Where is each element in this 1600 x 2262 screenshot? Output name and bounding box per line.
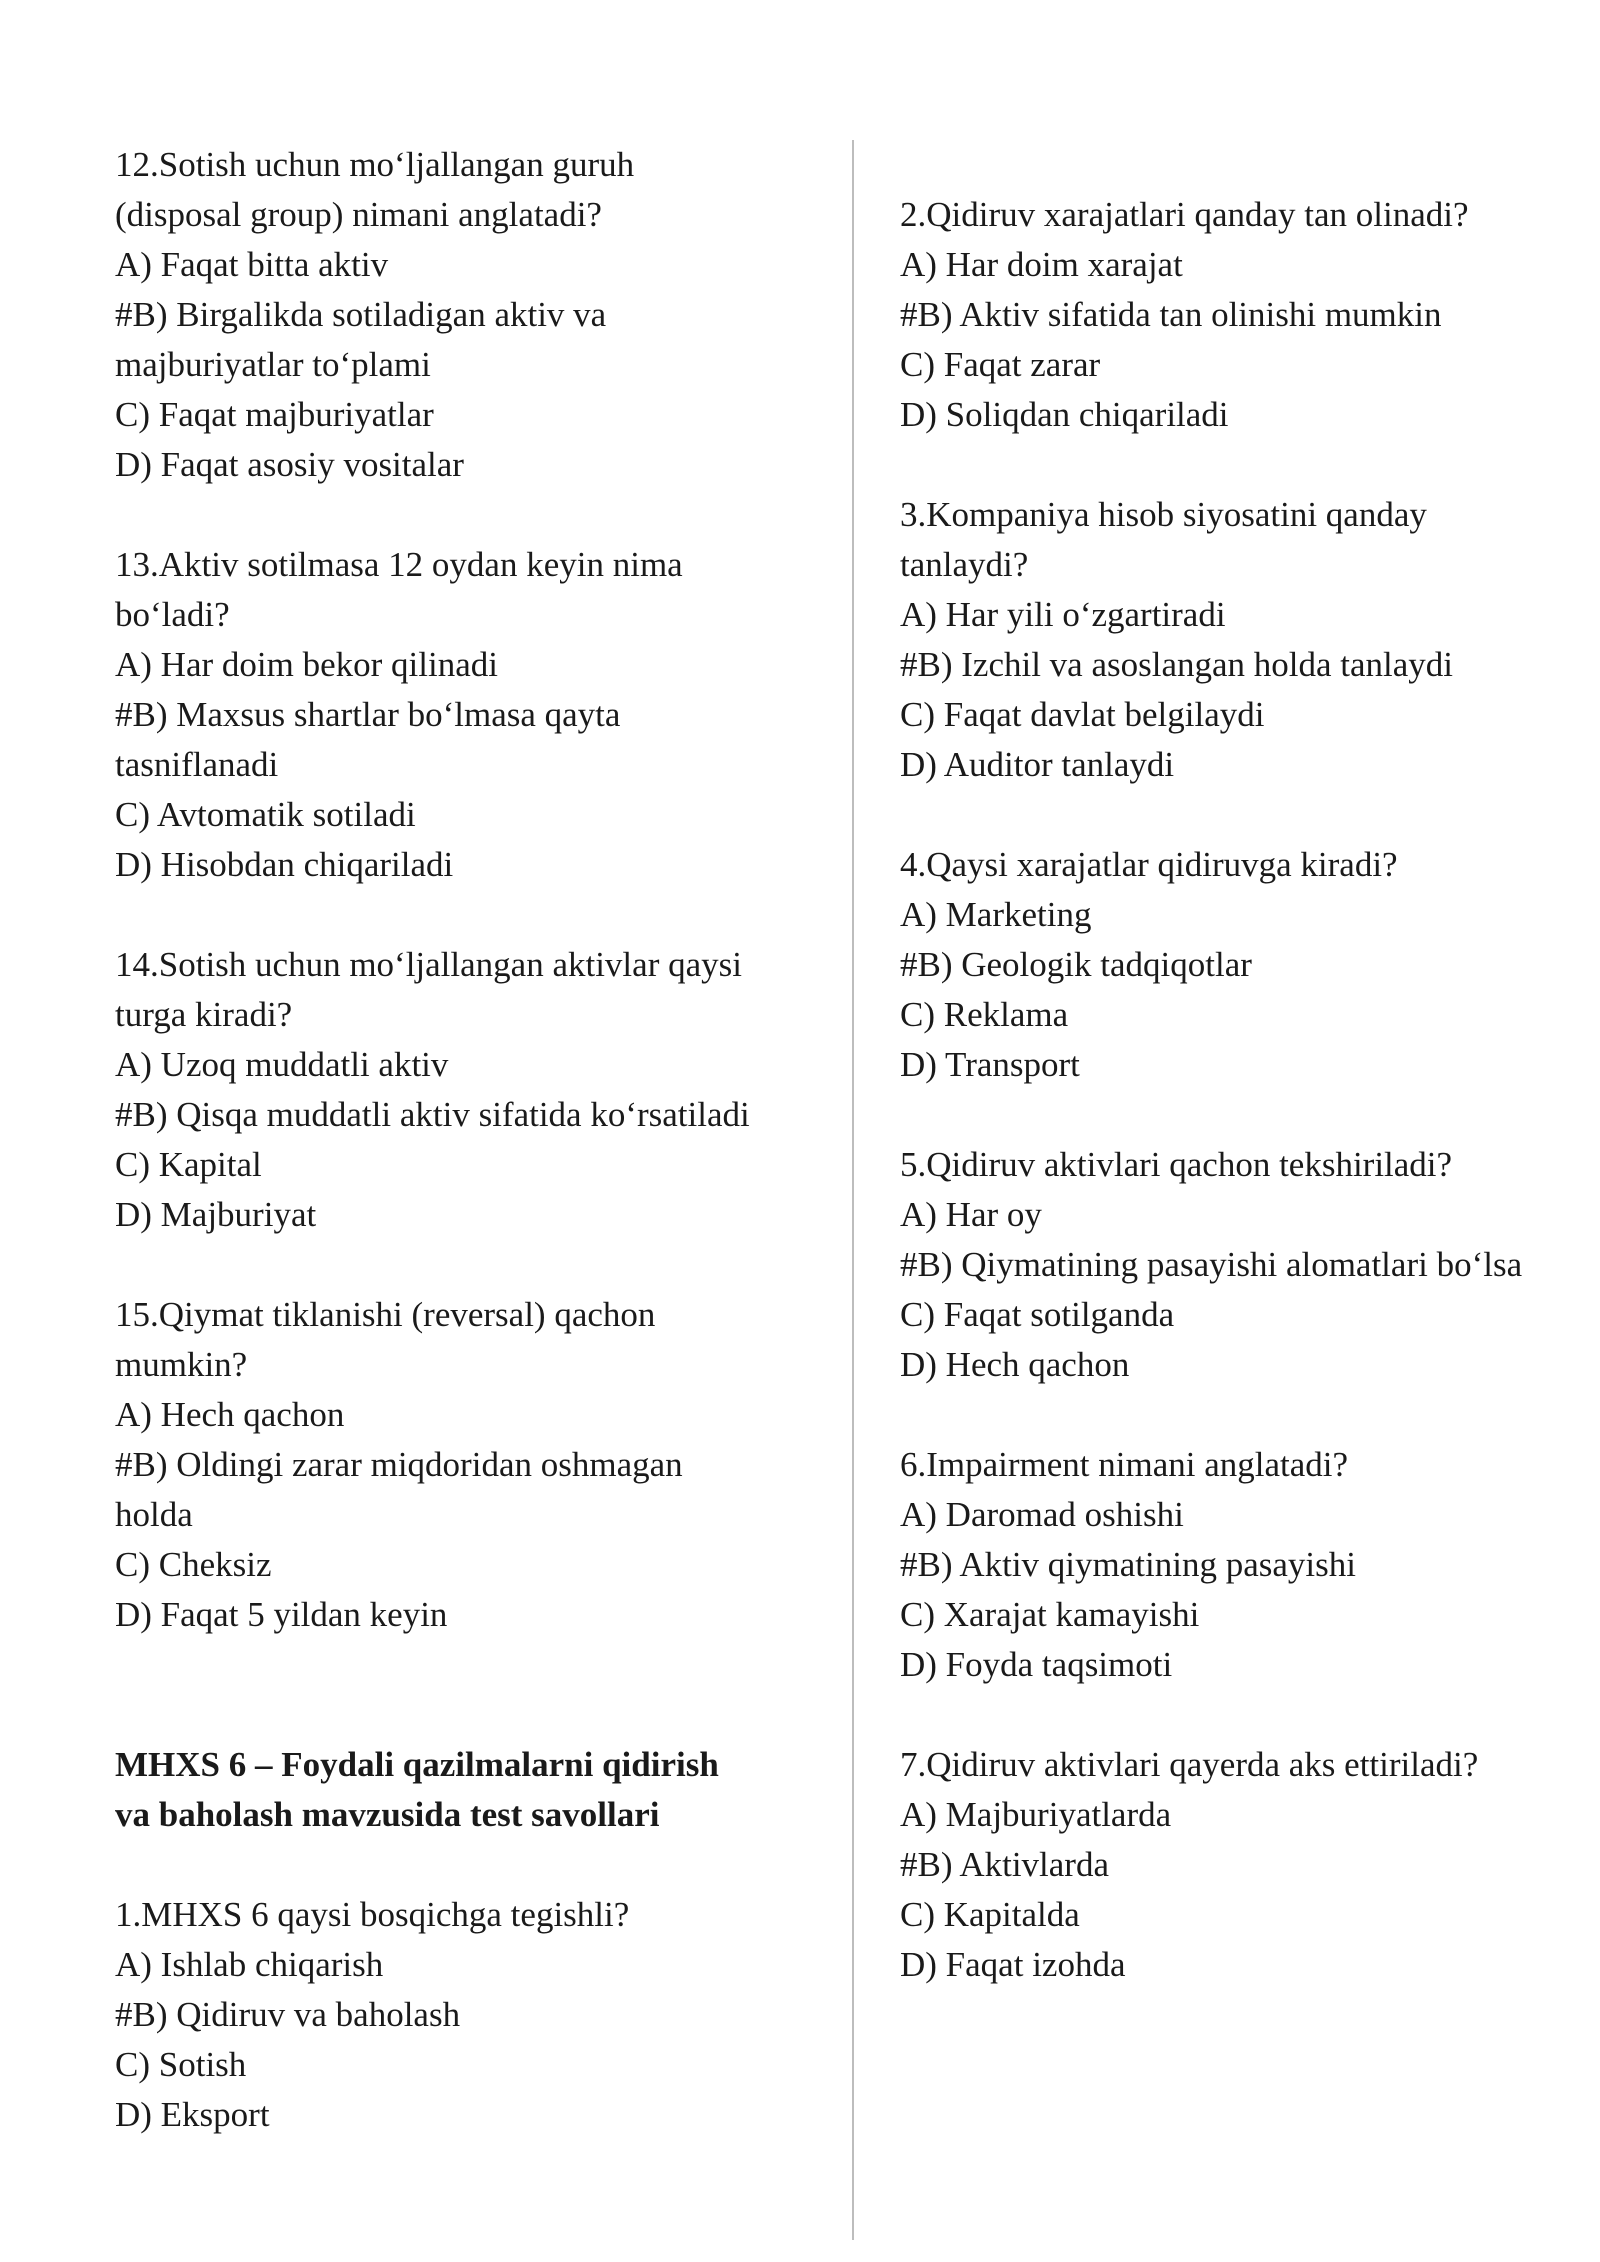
answer-option-b-correct: #B) Aktiv sifatida tan olinishi mumkin: [900, 295, 1442, 334]
question-text: 6.Impairment nimani anglatadi?: [900, 1445, 1349, 1484]
question-text: 4.Qaysi xarajatlar qidiruvga kiradi?: [900, 845, 1398, 884]
answer-option-d: D) Majburiyat: [115, 1195, 317, 1234]
section-heading-line: va baholash mavzusida test savollari: [115, 1795, 660, 1834]
answer-option-a: A) Har yili o‘zgartiradi: [900, 595, 1226, 634]
question-7: [900, 1740, 1580, 1990]
answer-option-d: D) Transport: [900, 1045, 1080, 1084]
question-text: turga kiradi?: [115, 995, 293, 1034]
answer-option-b-correct: tasniflanadi: [115, 745, 279, 784]
answer-option-a: A) Har doim xarajat: [900, 245, 1183, 284]
question-text: 13.Aktiv sotilmasa 12 oydan keyin nima: [115, 545, 683, 584]
question-15: [115, 1290, 815, 1640]
answer-option-a: A) Har doim bekor qilinadi: [115, 645, 498, 684]
column-divider: [852, 140, 854, 2240]
section-heading: [115, 1740, 815, 1840]
question-13: [115, 540, 815, 890]
answer-option-c: C) Reklama: [900, 995, 1069, 1034]
answer-option-d: D) Faqat 5 yildan keyin: [115, 1595, 448, 1634]
answer-option-b-correct: holda: [115, 1495, 193, 1534]
answer-option-b-correct: #B) Birgalikda sotiladigan aktiv va: [115, 295, 607, 334]
answer-option-a: A) Marketing: [900, 895, 1092, 934]
answer-option-c: C) Faqat majburiyatlar: [115, 395, 434, 434]
answer-option-b-correct: #B) Qisqa muddatli aktiv sifatida ko‘rsatiladi: [115, 1095, 750, 1134]
answer-option-b-correct: #B) Aktivlarda: [900, 1845, 1109, 1884]
answer-option-b-correct: #B) Oldingi zarar miqdoridan oshmagan: [115, 1445, 683, 1484]
answer-option-b-correct: #B) Maxsus shartlar bo‘lmasa qayta: [115, 695, 621, 734]
answer-option-d: D) Faqat asosiy vositalar: [115, 445, 464, 484]
answer-option-c: C) Sotish: [115, 2045, 247, 2084]
question-text: (disposal group) nimani anglatadi?: [115, 195, 602, 234]
left-column: [115, 140, 815, 2190]
question-text: 1.MHXS 6 qaysi bosqichga tegishli?: [115, 1895, 630, 1934]
section-heading-line: MHXS 6 – Foydali qazilmalarni qidirish: [115, 1745, 719, 1784]
answer-option-d: D) Faqat izohda: [900, 1945, 1126, 1984]
question-5: [900, 1140, 1580, 1390]
answer-option-b-correct: #B) Aktiv qiymatining pasayishi: [900, 1545, 1356, 1584]
question-text: 7.Qidiruv aktivlari qayerda aks ettiriladi?: [900, 1745, 1479, 1784]
answer-option-b-correct: #B) Qidiruv va baholash: [115, 1995, 461, 2034]
answer-option-d: D) Foyda taqsimoti: [900, 1645, 1173, 1684]
question-text: 2.Qidiruv xarajatlari qanday tan olinadi?: [900, 195, 1469, 234]
answer-option-a: A) Daromad oshishi: [900, 1495, 1184, 1534]
answer-option-a: A) Har oy: [900, 1195, 1042, 1234]
answer-option-c: C) Kapitalda: [900, 1895, 1080, 1934]
question-text: 5.Qidiruv aktivlari qachon tekshiriladi?: [900, 1145, 1453, 1184]
question-text: bo‘ladi?: [115, 595, 230, 634]
answer-option-c: C) Kapital: [115, 1145, 262, 1184]
answer-option-b-correct: #B) Geologik tadqiqotlar: [900, 945, 1252, 984]
question-2: [900, 190, 1580, 440]
answer-option-c: C) Avtomatik sotiladi: [115, 795, 416, 834]
answer-option-c: C) Faqat sotilganda: [900, 1295, 1175, 1334]
question-12: [115, 140, 815, 490]
answer-option-d: D) Eksport: [115, 2095, 270, 2134]
answer-option-c: C) Xarajat kamayishi: [900, 1595, 1200, 1634]
answer-option-d: D) Auditor tanlaydi: [900, 745, 1175, 784]
answer-option-c: C) Cheksiz: [115, 1545, 272, 1584]
question-6: [900, 1440, 1580, 1690]
question-text: mumkin?: [115, 1345, 248, 1384]
answer-option-c: C) Faqat davlat belgilaydi: [900, 695, 1265, 734]
question-text: 12.Sotish uchun mo‘ljallangan guruh: [115, 145, 635, 184]
answer-option-a: A) Majburiyatlarda: [900, 1795, 1172, 1834]
answer-option-a: A) Hech qachon: [115, 1395, 345, 1434]
question-1: [115, 1890, 815, 2140]
answer-option-a: A) Uzoq muddatli aktiv: [115, 1045, 449, 1084]
answer-option-b-correct: #B) Qiymatining pasayishi alomatlari bo‘lsa: [900, 1245, 1523, 1284]
question-text: 15.Qiymat tiklanishi (reversal) qachon: [115, 1295, 656, 1334]
right-column: [900, 190, 1580, 2040]
answer-option-d: D) Soliqdan chiqariladi: [900, 395, 1229, 434]
question-text: tanlaydi?: [900, 545, 1029, 584]
question-14: [115, 940, 815, 1240]
answer-option-b-correct: #B) Izchil va asoslangan holda tanlaydi: [900, 645, 1454, 684]
question-3: [900, 490, 1580, 790]
answer-option-c: C) Faqat zarar: [900, 345, 1101, 384]
question-text: 14.Sotish uchun mo‘ljallangan aktivlar qaysi: [115, 945, 742, 984]
question-text: 3.Kompaniya hisob siyosatini qanday: [900, 495, 1427, 534]
answer-option-a: A) Faqat bitta aktiv: [115, 245, 389, 284]
answer-option-b-correct: majburiyatlar to‘plami: [115, 345, 431, 384]
answer-option-a: A) Ishlab chiqarish: [115, 1945, 384, 1984]
question-4: [900, 840, 1580, 1090]
answer-option-d: D) Hech qachon: [900, 1345, 1130, 1384]
answer-option-d: D) Hisobdan chiqariladi: [115, 845, 454, 884]
